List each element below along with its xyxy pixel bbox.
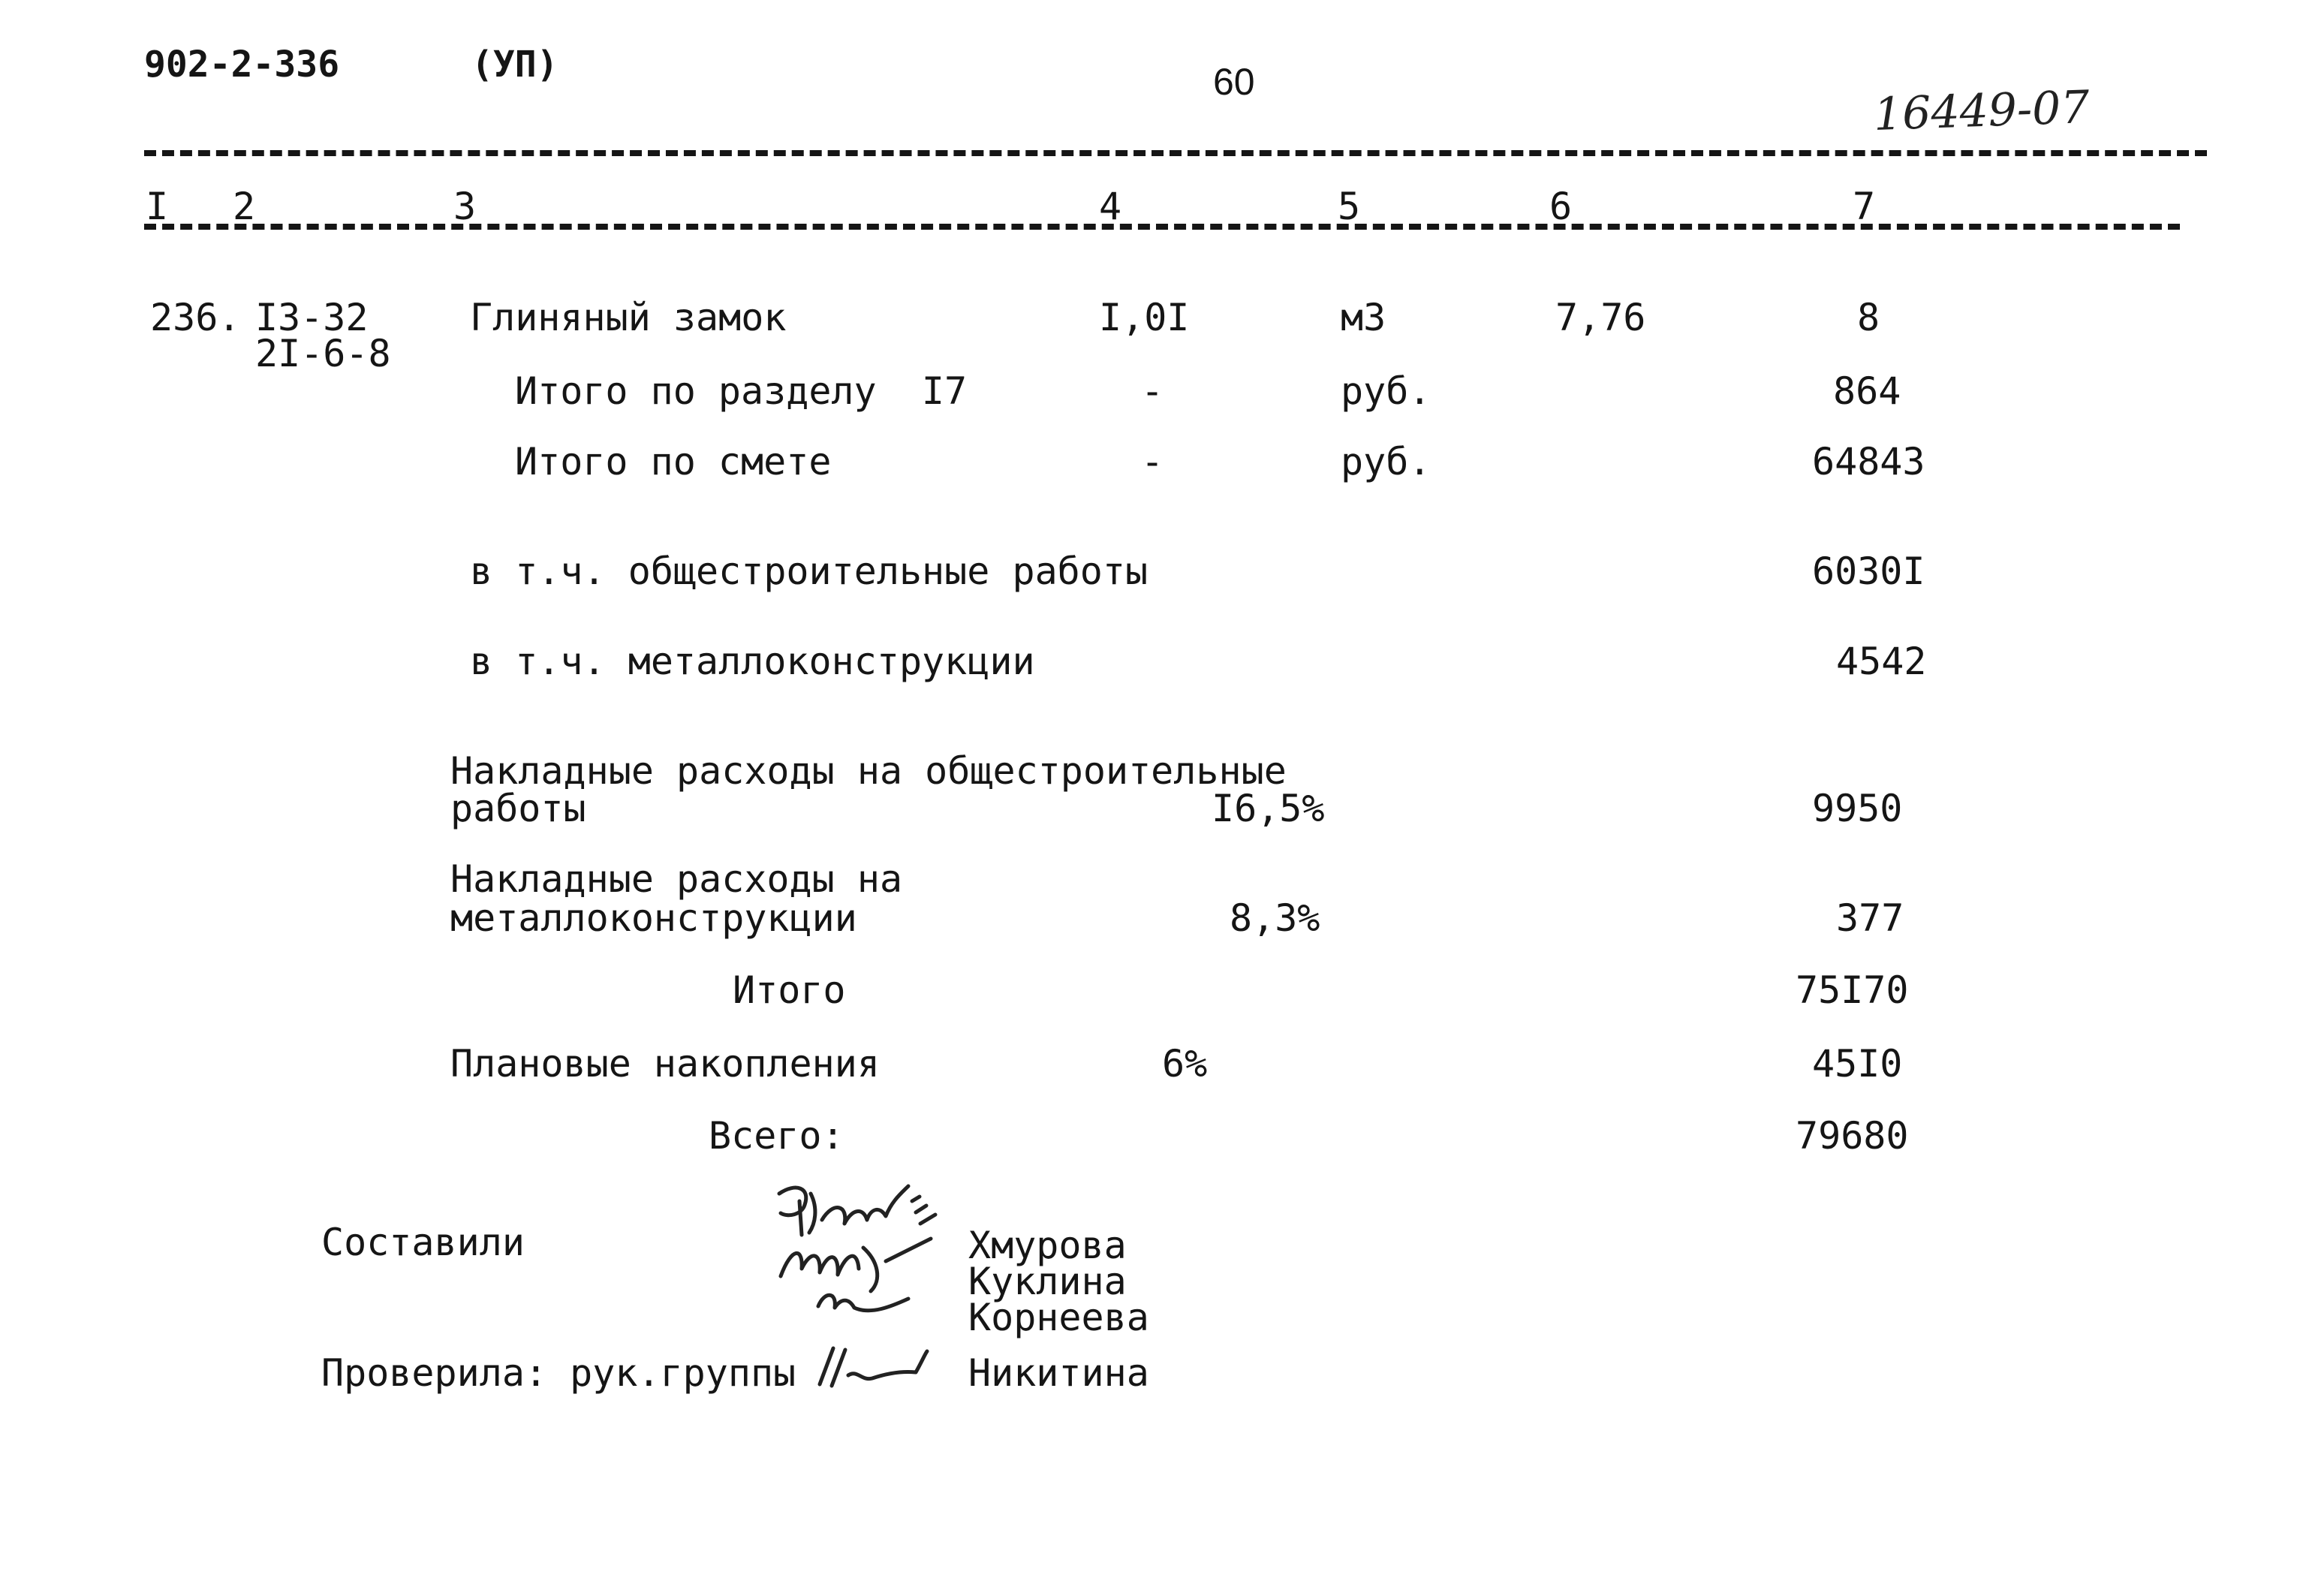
row-name: Глиняный замок xyxy=(470,296,787,339)
section-total-label: Итого по разделу I7 xyxy=(515,369,968,413)
metal-works-value: 4542 xyxy=(1836,640,1927,683)
column-number: 3 xyxy=(453,185,477,228)
signatory-name: Корнеева xyxy=(968,1296,1149,1339)
grand-total-label: Всего: xyxy=(709,1114,844,1158)
overhead-general-line2: работы xyxy=(450,787,586,830)
planned-savings-rate: 6% xyxy=(1162,1042,1208,1086)
column-number: I xyxy=(146,185,169,228)
overhead-general-line1: Накладные расходы на общестроительные xyxy=(450,749,1287,793)
doc-code: 902-2-336 xyxy=(144,44,340,86)
column-number: 6 xyxy=(1549,185,1573,228)
overhead-metal-value: 377 xyxy=(1836,896,1904,940)
section-total-unit: руб. xyxy=(1341,369,1431,413)
planned-savings-label: Плановые накопления xyxy=(450,1042,880,1086)
column-number: 4 xyxy=(1099,185,1122,228)
overhead-general-rate: I6,5% xyxy=(1212,787,1325,830)
row-code-secondary: 2I-6-8 xyxy=(255,332,391,375)
row-price: 7,76 xyxy=(1555,296,1646,339)
planned-savings-value: 45I0 xyxy=(1812,1042,1903,1086)
general-works-value: 6030I xyxy=(1812,550,1925,593)
checked-by-label: Проверила: рук.группы xyxy=(321,1351,796,1395)
separator-top xyxy=(144,150,2207,156)
compiled-by-label: Составили xyxy=(321,1221,525,1264)
overhead-metal-line1: Накладные расходы на xyxy=(450,857,903,901)
estimate-total-unit: руб. xyxy=(1341,440,1431,483)
overhead-general-value: 9950 xyxy=(1812,787,1903,830)
signatory-name: Куклина xyxy=(968,1260,1127,1303)
section-total-value: 864 xyxy=(1833,369,1901,413)
column-number: 2 xyxy=(233,185,256,228)
handwritten-signatures xyxy=(766,1179,968,1336)
column-number: 5 xyxy=(1338,185,1361,228)
row-code: I3-32 xyxy=(255,296,369,339)
checker-name: Никитина xyxy=(968,1351,1149,1395)
estimate-total-label: Итого по смете xyxy=(515,440,832,483)
estimate-total-dash: - xyxy=(1141,440,1164,483)
overhead-metal-rate: 8,3% xyxy=(1230,896,1320,940)
column-number: 7 xyxy=(1853,185,1876,228)
checker-signature xyxy=(803,1339,931,1399)
row-total: 8 xyxy=(1857,296,1880,339)
subtotal-value: 75I70 xyxy=(1796,968,1909,1012)
metal-works-label: в т.ч. металлоконструкции xyxy=(470,640,1035,683)
subtotal-label: Итого xyxy=(733,968,846,1012)
page-number: 60 xyxy=(1213,61,1255,103)
row-number: 236. xyxy=(150,296,241,339)
row-unit: м3 xyxy=(1341,296,1386,339)
section-total-dash: - xyxy=(1141,369,1164,413)
handwritten-number: 16449-07 xyxy=(1872,81,2091,141)
overhead-metal-line2: металлоконструкции xyxy=(450,896,857,940)
estimate-total-value: 64843 xyxy=(1812,440,1925,483)
row-quantity: I,0I xyxy=(1099,296,1190,339)
doc-mark: (УП) xyxy=(471,44,558,86)
signatory-name: Хмурова xyxy=(968,1224,1127,1267)
general-works-label: в т.ч. общестроительные работы xyxy=(470,550,1148,593)
grand-total-value: 79680 xyxy=(1796,1114,1909,1158)
